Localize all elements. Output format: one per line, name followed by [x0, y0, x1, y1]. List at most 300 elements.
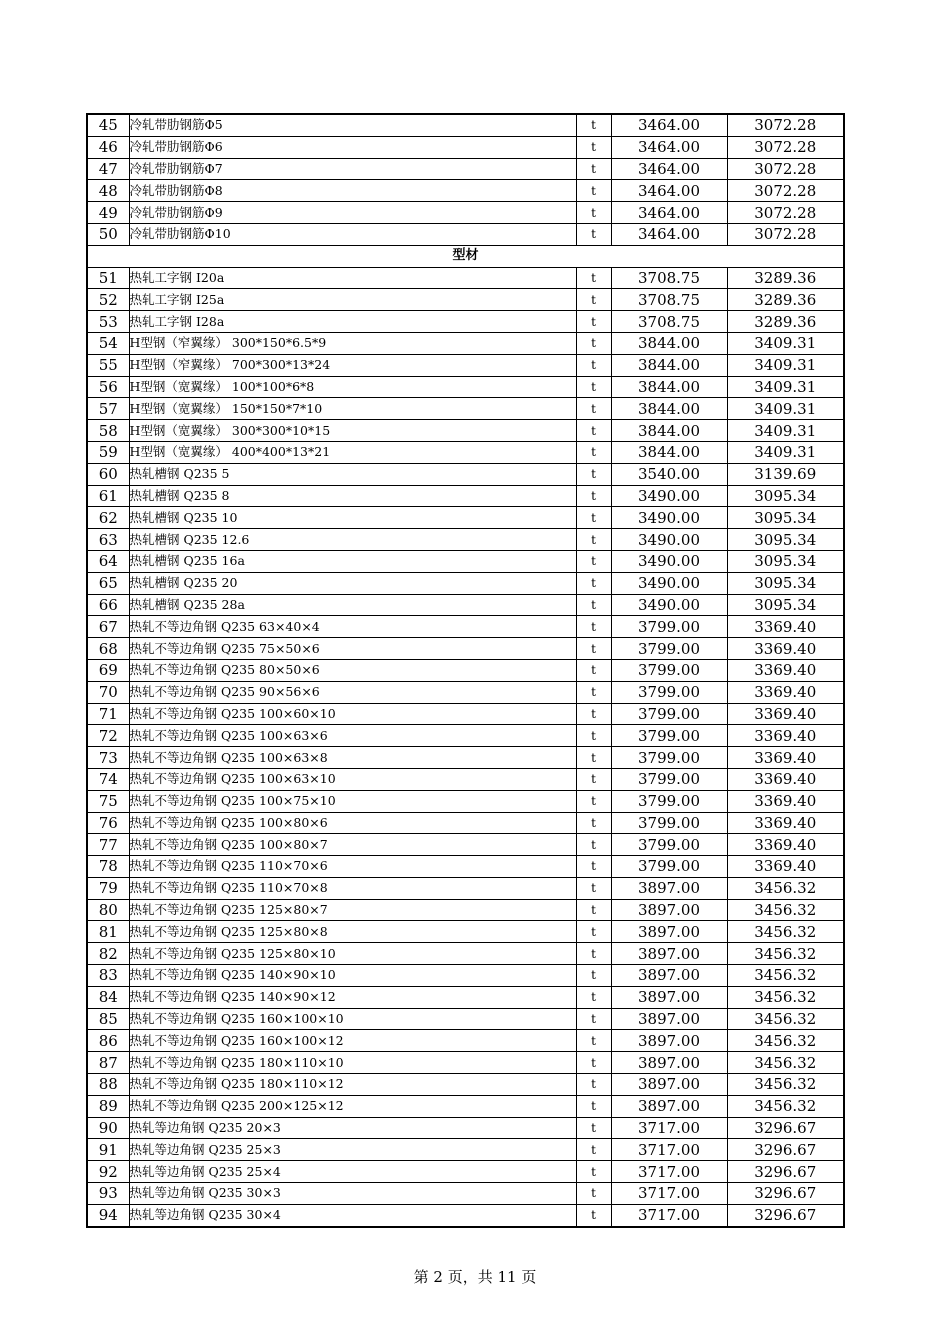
material-name: 热轧不等边角钢 Q235 63×40×4	[129, 616, 576, 638]
price-tax-included: 3490.00	[611, 529, 727, 551]
price-tax-excluded: 3072.28	[727, 136, 844, 158]
material-name: 热轧不等边角钢 Q235 140×90×12	[129, 986, 576, 1008]
material-name: H型钢（宽翼缘） 400*400*13*21	[129, 441, 576, 463]
material-name: 热轧工字钢 I28a	[129, 311, 576, 333]
material-name: 冷轧带肋钢筋Φ8	[129, 180, 576, 202]
table-body-bottom	[87, 267, 844, 1227]
price-tax-included: 3799.00	[611, 638, 727, 660]
material-name: 热轧不等边角钢 Q235 80×50×6	[129, 659, 576, 681]
row-number: 86	[87, 1030, 129, 1052]
table-row	[87, 1139, 844, 1161]
table-row	[87, 507, 844, 529]
material-name: 热轧不等边角钢 Q235 110×70×8	[129, 877, 576, 899]
row-number: 69	[87, 659, 129, 681]
price-tax-excluded: 3369.40	[727, 681, 844, 703]
material-name: 热轧不等边角钢 Q235 110×70×6	[129, 856, 576, 878]
material-name: 热轧不等边角钢 Q235 160×100×10	[129, 1008, 576, 1030]
price-tax-included: 3717.00	[611, 1139, 727, 1161]
row-number: 85	[87, 1008, 129, 1030]
price-tax-included: 3897.00	[611, 1052, 727, 1074]
price-tax-included: 3844.00	[611, 398, 727, 420]
row-number: 79	[87, 877, 129, 899]
price-tax-excluded: 3456.32	[727, 877, 844, 899]
price-tax-excluded: 3456.32	[727, 921, 844, 943]
table-row	[87, 550, 844, 572]
unit-cell: t	[576, 398, 611, 420]
unit-cell: t	[576, 856, 611, 878]
price-tax-included: 3897.00	[611, 1095, 727, 1117]
row-number: 59	[87, 441, 129, 463]
material-name: H型钢（宽翼缘） 300*300*10*15	[129, 420, 576, 442]
material-name: 冷轧带肋钢筋Φ7	[129, 158, 576, 180]
price-tax-excluded: 3456.32	[727, 1030, 844, 1052]
price-tax-included: 3540.00	[611, 463, 727, 485]
price-tax-included: 3799.00	[611, 747, 727, 769]
price-tax-excluded: 3289.36	[727, 267, 844, 289]
table-row	[87, 1183, 844, 1205]
material-name: 热轧等边角钢 Q235 30×4	[129, 1204, 576, 1226]
price-tax-excluded: 3456.32	[727, 986, 844, 1008]
table-row	[87, 986, 844, 1008]
unit-cell: t	[576, 768, 611, 790]
row-number: 89	[87, 1095, 129, 1117]
table-row	[87, 877, 844, 899]
price-tax-included: 3799.00	[611, 725, 727, 747]
unit-cell: t	[576, 921, 611, 943]
price-tax-excluded: 3409.31	[727, 376, 844, 398]
price-tax-excluded: 3409.31	[727, 398, 844, 420]
row-number: 92	[87, 1161, 129, 1183]
price-tax-excluded: 3296.67	[727, 1161, 844, 1183]
table-row	[87, 681, 844, 703]
unit-cell: t	[576, 834, 611, 856]
price-tax-included: 3708.75	[611, 267, 727, 289]
row-number: 53	[87, 311, 129, 333]
price-tax-included: 3844.00	[611, 420, 727, 442]
section-header-row-group	[87, 245, 844, 267]
material-name: 热轧等边角钢 Q235 30×3	[129, 1183, 576, 1205]
row-number: 87	[87, 1052, 129, 1074]
table-row	[87, 180, 844, 202]
material-name: 热轧等边角钢 Q235 25×3	[129, 1139, 576, 1161]
price-table	[86, 113, 845, 1228]
material-name: 热轧不等边角钢 Q235 100×75×10	[129, 790, 576, 812]
table-row	[87, 616, 844, 638]
price-tax-excluded: 3456.32	[727, 965, 844, 987]
row-number: 64	[87, 550, 129, 572]
price-tax-included: 3799.00	[611, 703, 727, 725]
table-row	[87, 856, 844, 878]
table-row	[87, 202, 844, 224]
price-tax-excluded: 3369.40	[727, 725, 844, 747]
price-tax-included: 3799.00	[611, 681, 727, 703]
unit-cell: t	[576, 965, 611, 987]
price-tax-included: 3799.00	[611, 616, 727, 638]
material-name: 热轧等边角钢 Q235 20×3	[129, 1117, 576, 1139]
price-tax-excluded: 3369.40	[727, 747, 844, 769]
material-name: 冷轧带肋钢筋Φ5	[129, 114, 576, 136]
row-number: 57	[87, 398, 129, 420]
unit-cell: t	[576, 747, 611, 769]
table-row	[87, 659, 844, 681]
material-name: 热轧槽钢 Q235 10	[129, 507, 576, 529]
table-row	[87, 768, 844, 790]
unit-cell: t	[576, 1161, 611, 1183]
table-row	[87, 1161, 844, 1183]
material-name: 热轧工字钢 I25a	[129, 289, 576, 311]
table-row	[87, 790, 844, 812]
table-row	[87, 332, 844, 354]
row-number: 68	[87, 638, 129, 660]
row-number: 88	[87, 1074, 129, 1096]
price-tax-included: 3844.00	[611, 332, 727, 354]
row-number: 46	[87, 136, 129, 158]
row-number: 91	[87, 1139, 129, 1161]
unit-cell: t	[576, 202, 611, 224]
price-tax-excluded: 3072.28	[727, 180, 844, 202]
unit-cell: t	[576, 180, 611, 202]
material-name: 热轧不等边角钢 Q235 100×80×7	[129, 834, 576, 856]
price-tax-excluded: 3139.69	[727, 463, 844, 485]
unit-cell: t	[576, 289, 611, 311]
row-number: 80	[87, 899, 129, 921]
price-tax-included: 3490.00	[611, 507, 727, 529]
row-number: 45	[87, 114, 129, 136]
price-tax-excluded: 3072.28	[727, 114, 844, 136]
price-tax-included: 3717.00	[611, 1183, 727, 1205]
row-number: 93	[87, 1183, 129, 1205]
table-row	[87, 1204, 844, 1226]
unit-cell: t	[576, 507, 611, 529]
material-name: 热轧不等边角钢 Q235 75×50×6	[129, 638, 576, 660]
table-row	[87, 376, 844, 398]
row-number: 62	[87, 507, 129, 529]
unit-cell: t	[576, 1139, 611, 1161]
material-name: 热轧不等边角钢 Q235 90×56×6	[129, 681, 576, 703]
price-tax-included: 3799.00	[611, 834, 727, 856]
row-number: 67	[87, 616, 129, 638]
price-tax-included: 3844.00	[611, 376, 727, 398]
price-tax-included: 3708.75	[611, 289, 727, 311]
row-number: 65	[87, 572, 129, 594]
row-number: 60	[87, 463, 129, 485]
table-row	[87, 594, 844, 616]
table-row	[87, 289, 844, 311]
section-header-row	[87, 245, 844, 267]
table-row	[87, 114, 844, 136]
price-tax-included: 3897.00	[611, 986, 727, 1008]
material-name: H型钢（宽翼缘） 150*150*7*10	[129, 398, 576, 420]
price-tax-included: 3464.00	[611, 202, 727, 224]
table-row	[87, 441, 844, 463]
table-row	[87, 223, 844, 245]
unit-cell: t	[576, 1117, 611, 1139]
unit-cell: t	[576, 376, 611, 398]
material-name: 热轧槽钢 Q235 12.6	[129, 529, 576, 551]
price-tax-included: 3897.00	[611, 921, 727, 943]
row-number: 48	[87, 180, 129, 202]
price-tax-excluded: 3369.40	[727, 768, 844, 790]
unit-cell: t	[576, 420, 611, 442]
table-row	[87, 812, 844, 834]
material-name: 热轧工字钢 I20a	[129, 267, 576, 289]
table-row	[87, 1074, 844, 1096]
row-number: 74	[87, 768, 129, 790]
material-name: 热轧不等边角钢 Q235 160×100×12	[129, 1030, 576, 1052]
table-row	[87, 463, 844, 485]
price-tax-excluded: 3296.67	[727, 1183, 844, 1205]
material-name: 冷轧带肋钢筋Φ10	[129, 223, 576, 245]
unit-cell: t	[576, 594, 611, 616]
row-number: 61	[87, 485, 129, 507]
price-tax-included: 3717.00	[611, 1117, 727, 1139]
row-number: 76	[87, 812, 129, 834]
material-name: 热轧不等边角钢 Q235 125×80×10	[129, 943, 576, 965]
table-row	[87, 638, 844, 660]
price-tax-excluded: 3409.31	[727, 420, 844, 442]
unit-cell: t	[576, 899, 611, 921]
price-tax-included: 3844.00	[611, 354, 727, 376]
row-number: 90	[87, 1117, 129, 1139]
price-tax-included: 3717.00	[611, 1204, 727, 1226]
unit-cell: t	[576, 223, 611, 245]
unit-cell: t	[576, 681, 611, 703]
price-tax-included: 3464.00	[611, 223, 727, 245]
section-title: 型材	[87, 245, 844, 267]
price-tax-excluded: 3409.31	[727, 441, 844, 463]
price-tax-included: 3897.00	[611, 899, 727, 921]
row-number: 50	[87, 223, 129, 245]
unit-cell: t	[576, 1074, 611, 1096]
unit-cell: t	[576, 572, 611, 594]
price-tax-included: 3799.00	[611, 812, 727, 834]
price-tax-included: 3464.00	[611, 114, 727, 136]
material-name: H型钢（窄翼缘） 300*150*6.5*9	[129, 332, 576, 354]
price-tax-included: 3897.00	[611, 965, 727, 987]
material-name: 热轧不等边角钢 Q235 100×63×8	[129, 747, 576, 769]
price-tax-excluded: 3456.32	[727, 899, 844, 921]
price-tax-excluded: 3456.32	[727, 1008, 844, 1030]
row-number: 66	[87, 594, 129, 616]
price-tax-excluded: 3095.34	[727, 507, 844, 529]
material-name: 热轧不等边角钢 Q235 100×63×10	[129, 768, 576, 790]
price-tax-included: 3897.00	[611, 1030, 727, 1052]
unit-cell: t	[576, 725, 611, 747]
price-tax-included: 3799.00	[611, 856, 727, 878]
table-row	[87, 899, 844, 921]
price-tax-excluded: 3289.36	[727, 289, 844, 311]
table-row	[87, 420, 844, 442]
material-name: H型钢（宽翼缘） 100*100*6*8	[129, 376, 576, 398]
row-number: 81	[87, 921, 129, 943]
price-tax-excluded: 3456.32	[727, 1095, 844, 1117]
price-tax-excluded: 3369.40	[727, 659, 844, 681]
unit-cell: t	[576, 311, 611, 333]
material-name: 热轧等边角钢 Q235 25×4	[129, 1161, 576, 1183]
table-row	[87, 354, 844, 376]
price-tax-excluded: 3095.34	[727, 572, 844, 594]
price-tax-included: 3897.00	[611, 877, 727, 899]
row-number: 58	[87, 420, 129, 442]
unit-cell: t	[576, 441, 611, 463]
unit-cell: t	[576, 485, 611, 507]
price-tax-included: 3897.00	[611, 1008, 727, 1030]
row-number: 75	[87, 790, 129, 812]
unit-cell: t	[576, 986, 611, 1008]
material-name: 热轧不等边角钢 Q235 125×80×7	[129, 899, 576, 921]
price-tax-included: 3717.00	[611, 1161, 727, 1183]
table-body-top	[87, 114, 844, 245]
table-row	[87, 921, 844, 943]
unit-cell: t	[576, 1183, 611, 1205]
table-row	[87, 965, 844, 987]
unit-cell: t	[576, 267, 611, 289]
price-tax-included: 3799.00	[611, 659, 727, 681]
table-row	[87, 267, 844, 289]
material-name: 热轧槽钢 Q235 16a	[129, 550, 576, 572]
price-tax-excluded: 3456.32	[727, 943, 844, 965]
material-name: 热轧槽钢 Q235 20	[129, 572, 576, 594]
table-row	[87, 725, 844, 747]
price-tax-excluded: 3296.67	[727, 1139, 844, 1161]
table-row	[87, 834, 844, 856]
unit-cell: t	[576, 616, 611, 638]
price-tax-excluded: 3296.67	[727, 1204, 844, 1226]
price-tax-excluded: 3095.34	[727, 529, 844, 551]
price-tax-included: 3844.00	[611, 441, 727, 463]
price-tax-excluded: 3456.32	[727, 1074, 844, 1096]
unit-cell: t	[576, 1052, 611, 1074]
price-tax-excluded: 3409.31	[727, 332, 844, 354]
unit-cell: t	[576, 463, 611, 485]
price-tax-excluded: 3456.32	[727, 1052, 844, 1074]
row-number: 83	[87, 965, 129, 987]
price-tax-included: 3897.00	[611, 943, 727, 965]
row-number: 52	[87, 289, 129, 311]
price-tax-included: 3490.00	[611, 572, 727, 594]
row-number: 56	[87, 376, 129, 398]
table-row	[87, 398, 844, 420]
unit-cell: t	[576, 354, 611, 376]
price-tax-included: 3799.00	[611, 790, 727, 812]
unit-cell: t	[576, 638, 611, 660]
material-name: 冷轧带肋钢筋Φ9	[129, 202, 576, 224]
material-name: 热轧槽钢 Q235 28a	[129, 594, 576, 616]
material-name: 热轧槽钢 Q235 5	[129, 463, 576, 485]
table-row	[87, 1030, 844, 1052]
unit-cell: t	[576, 1008, 611, 1030]
table-row	[87, 485, 844, 507]
unit-cell: t	[576, 550, 611, 572]
price-tax-excluded: 3409.31	[727, 354, 844, 376]
row-number: 84	[87, 986, 129, 1008]
unit-cell: t	[576, 158, 611, 180]
price-tax-excluded: 3072.28	[727, 202, 844, 224]
unit-cell: t	[576, 703, 611, 725]
unit-cell: t	[576, 877, 611, 899]
unit-cell: t	[576, 943, 611, 965]
price-tax-included: 3464.00	[611, 136, 727, 158]
price-tax-excluded: 3369.40	[727, 856, 844, 878]
unit-cell: t	[576, 790, 611, 812]
table-row	[87, 311, 844, 333]
price-tax-included: 3490.00	[611, 485, 727, 507]
price-tax-excluded: 3369.40	[727, 703, 844, 725]
row-number: 94	[87, 1204, 129, 1226]
table-row	[87, 1052, 844, 1074]
unit-cell: t	[576, 1095, 611, 1117]
material-name: 冷轧带肋钢筋Φ6	[129, 136, 576, 158]
price-tax-excluded: 3369.40	[727, 790, 844, 812]
table-row	[87, 703, 844, 725]
row-number: 77	[87, 834, 129, 856]
row-number: 47	[87, 158, 129, 180]
price-tax-excluded: 3095.34	[727, 485, 844, 507]
row-number: 73	[87, 747, 129, 769]
price-tax-excluded: 3369.40	[727, 812, 844, 834]
price-tax-included: 3490.00	[611, 550, 727, 572]
price-tax-excluded: 3095.34	[727, 550, 844, 572]
unit-cell: t	[576, 332, 611, 354]
price-tax-included: 3490.00	[611, 594, 727, 616]
material-name: 热轧不等边角钢 Q235 200×125×12	[129, 1095, 576, 1117]
unit-cell: t	[576, 1204, 611, 1226]
material-name: 热轧不等边角钢 Q235 140×90×10	[129, 965, 576, 987]
material-name: 热轧不等边角钢 Q235 180×110×10	[129, 1052, 576, 1074]
table-row	[87, 529, 844, 551]
material-name: H型钢（窄翼缘） 700*300*13*24	[129, 354, 576, 376]
price-tax-excluded: 3289.36	[727, 311, 844, 333]
price-tax-excluded: 3369.40	[727, 834, 844, 856]
row-number: 49	[87, 202, 129, 224]
row-number: 54	[87, 332, 129, 354]
row-number: 71	[87, 703, 129, 725]
price-tax-included: 3799.00	[611, 768, 727, 790]
table-row	[87, 1008, 844, 1030]
unit-cell: t	[576, 114, 611, 136]
table-row	[87, 1117, 844, 1139]
unit-cell: t	[576, 659, 611, 681]
row-number: 51	[87, 267, 129, 289]
material-name: 热轧不等边角钢 Q235 100×63×6	[129, 725, 576, 747]
material-name: 热轧不等边角钢 Q235 100×60×10	[129, 703, 576, 725]
price-tax-excluded: 3369.40	[727, 616, 844, 638]
material-name: 热轧不等边角钢 Q235 180×110×12	[129, 1074, 576, 1096]
row-number: 63	[87, 529, 129, 551]
price-tax-included: 3897.00	[611, 1074, 727, 1096]
row-number: 72	[87, 725, 129, 747]
table-row	[87, 1095, 844, 1117]
material-name: 热轧不等边角钢 Q235 125×80×8	[129, 921, 576, 943]
price-tax-included: 3464.00	[611, 180, 727, 202]
row-number: 82	[87, 943, 129, 965]
unit-cell: t	[576, 1030, 611, 1052]
unit-cell: t	[576, 812, 611, 834]
table-row	[87, 572, 844, 594]
price-tax-excluded: 3095.34	[727, 594, 844, 616]
price-tax-excluded: 3296.67	[727, 1117, 844, 1139]
price-tax-excluded: 3369.40	[727, 638, 844, 660]
price-tax-included: 3464.00	[611, 158, 727, 180]
table-row	[87, 943, 844, 965]
price-tax-excluded: 3072.28	[727, 223, 844, 245]
price-tax-included: 3708.75	[611, 311, 727, 333]
unit-cell: t	[576, 136, 611, 158]
row-number: 70	[87, 681, 129, 703]
row-number: 78	[87, 856, 129, 878]
page-footer: 第 2 页，共 11 页	[413, 1268, 537, 1286]
row-number: 55	[87, 354, 129, 376]
